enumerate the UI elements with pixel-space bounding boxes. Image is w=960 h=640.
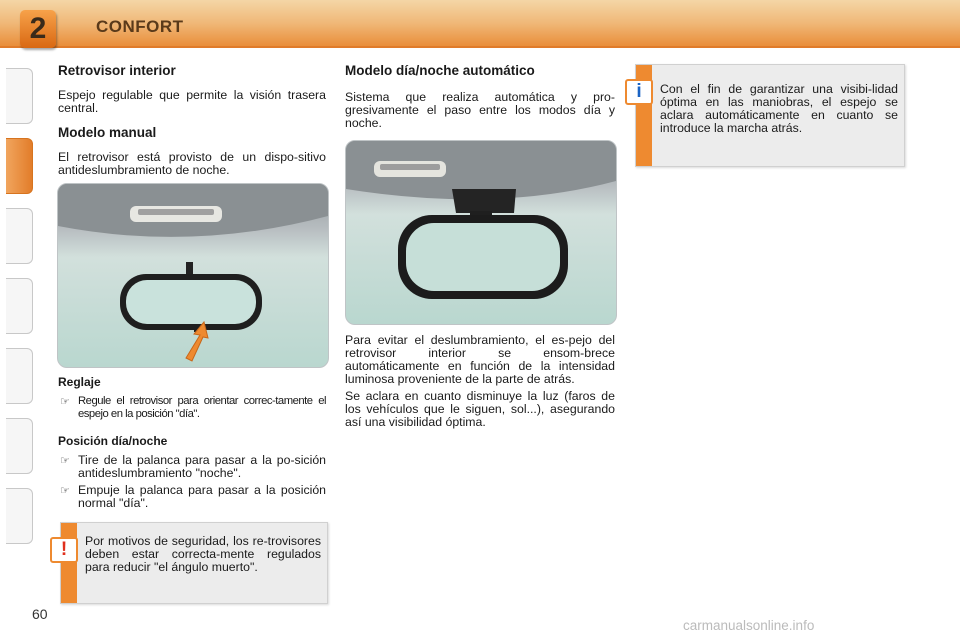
warning-box — [60, 522, 328, 604]
adjust-item: ☞ Regule el retrovisor para orientar correc-tamente el espejo en la posición "día". — [60, 395, 326, 420]
adjust-heading: Reglaje — [58, 375, 101, 389]
pointing-hand-icon: ☞ — [60, 396, 70, 408]
auto-para-2: Se aclara en cuanto disminuye la luz (faros de los vehículos que le siguen, sol...), asegurando así una visibilidad óptima. — [345, 389, 615, 429]
chapter-tab-1[interactable] — [6, 68, 33, 124]
section-title: CONFORT — [96, 17, 184, 36]
warning-bar — [61, 523, 77, 603]
left-column — [58, 63, 326, 177]
daynight-heading: Posición día/noche — [58, 434, 168, 448]
watermark: carmanualsonline.info — [683, 618, 815, 633]
daynight-item: ☞ Empuje la palanca para pasar a la posición normal "día". — [60, 483, 326, 510]
chapter-tab-7[interactable] — [6, 488, 33, 544]
chapter-tab-5[interactable] — [6, 348, 33, 404]
chapter-badge: 2 — [20, 10, 56, 48]
page-number: 60 — [32, 606, 48, 622]
manual-heading: Modelo manual — [58, 125, 157, 140]
chapter-tab-3[interactable] — [6, 208, 33, 264]
chapter-tab-2[interactable] — [6, 138, 33, 194]
adjust-section — [58, 375, 326, 510]
info-text: Con el fin de garantizar una visibi-lidad óptima en las maniobras, el espejo se aclara automáticamente en cuanto se introduce la marcha atrás. — [660, 82, 898, 135]
intro-text: Espejo regulable que permite la visión trasera central. — [58, 88, 326, 115]
chapter-tab-4[interactable] — [6, 278, 33, 334]
manual-text: El retrovisor está provisto de un dispo-sitivo antideslumbramiento de noche. — [58, 150, 326, 177]
auto-para-1: Para evitar el deslumbramiento, el es-pejo del retrovisor interior se ensom-brece automáticamente en función de la intensidad luminosa proveniente de la parte de atrás. — [345, 333, 615, 386]
manual-mirror-photo — [57, 183, 329, 368]
auto-heading: Modelo día/noche automático — [345, 63, 535, 78]
auto-intro: Sistema que realiza automática y pro-gresivamente el paso entre los modos día y noche. — [345, 90, 615, 130]
pointing-hand-icon: ☞ — [60, 455, 70, 467]
middle-column — [345, 63, 615, 130]
pointing-hand-icon: ☞ — [60, 485, 70, 497]
warning-text: Por motivos de seguridad, los re-trovisores deben estar correcta-mente regulados para reducir "el ángulo muerto". — [85, 534, 321, 574]
daynight-item: ☞ Tire de la palanca para pasar a la po-sición antideslumbramiento "noche". — [60, 453, 326, 480]
exclamation-icon: ! — [50, 537, 78, 563]
section-heading: Retrovisor interior — [58, 63, 176, 78]
chapter-tab-6[interactable] — [6, 418, 33, 474]
chapter-tabs — [0, 68, 33, 576]
auto-description — [345, 334, 615, 429]
info-box — [635, 64, 905, 167]
auto-mirror-photo — [345, 140, 617, 325]
header-rule — [0, 46, 960, 48]
info-icon: i — [625, 79, 653, 105]
